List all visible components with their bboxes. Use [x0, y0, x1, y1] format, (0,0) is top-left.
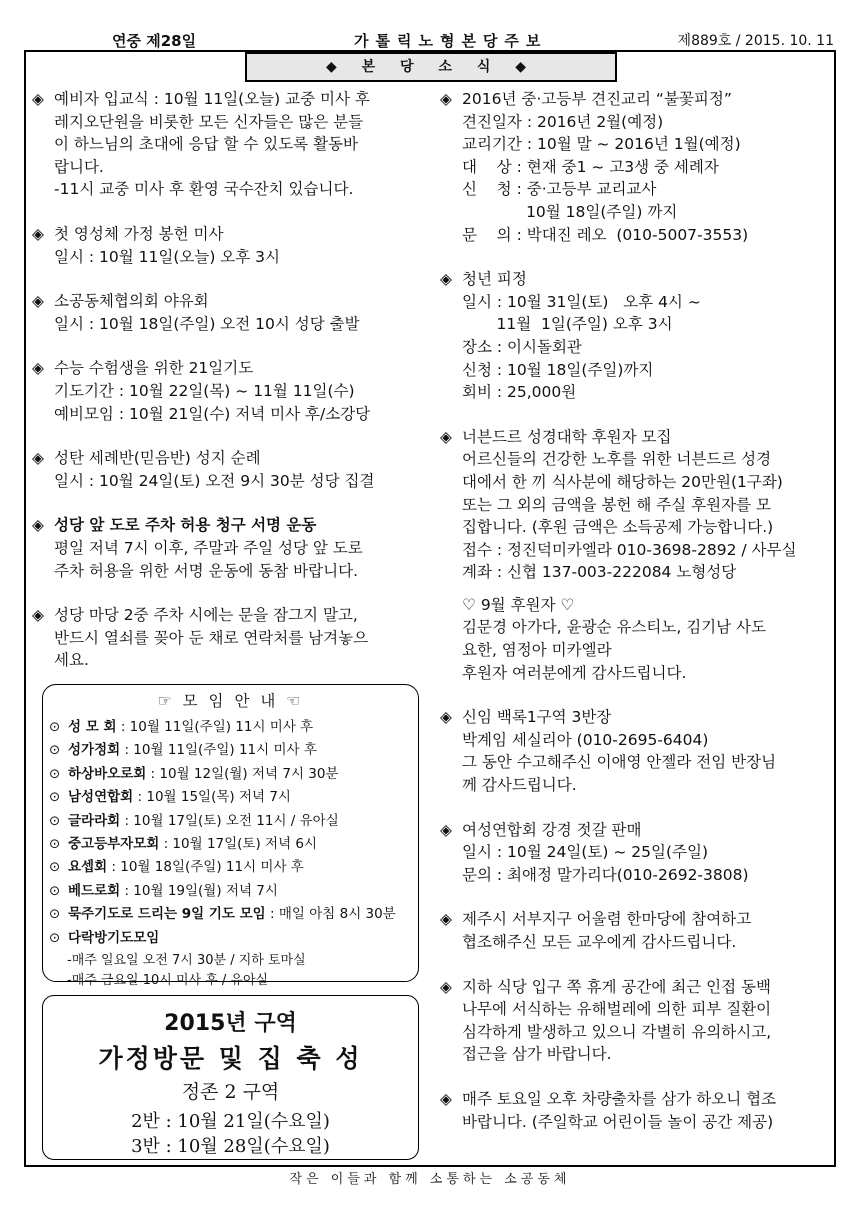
meeting-name: 다락방기도모임	[68, 929, 160, 946]
circle-dot-icon: ⊙	[49, 882, 61, 899]
visit-main-title: 가정방문 및 집 축 성	[98, 1044, 363, 1073]
right-column	[440, 88, 832, 1133]
notice-heading: 성탄 세례반(믿음반) 성지 순례	[54, 449, 261, 468]
meeting-detail: : 10월 11일(주일) 11시 미사 후	[120, 742, 317, 759]
meeting-row	[43, 715, 418, 738]
house-visit-box	[42, 995, 419, 1160]
notice-heading-line	[32, 357, 424, 380]
meeting-name: 성가정회	[68, 742, 121, 759]
meeting-detail: : 10월 18일(주일) 11시 미사 후	[107, 859, 304, 876]
meeting-row	[43, 785, 418, 808]
meeting-detail: : 10월 12일(월) 저녁 7시 30분	[146, 765, 339, 782]
notice-body: 반드시 열쇠를 꽂아 둔 채로 연락처를 남겨놓으 세요.	[54, 628, 369, 670]
left-notice-item	[32, 357, 424, 425]
notice-body: 견진일자 : 2016년 2월(예정) 교리기간 : 10월 말 ~ 2016년 1월(예정) 대 상 : 현재 중1 ~ 고3생 중 세례자 신 청 : 중·고등부 교리교사 10월 18일(주일) 까지 문 의 : 박대진 레오 (010-5007-3553)	[462, 112, 749, 244]
footer-motto: 작은 이들과 함께 소통하는 소공동체	[289, 1172, 571, 1187]
notice-heading-line	[440, 819, 832, 842]
meeting-sub-detail: -매주 일요일 오전 7시 30분 / 지하 토마실	[67, 952, 306, 968]
notice-body: 박계임 세실리아 (010-2695-6404) 그 동안 수고해주신 이애영 안젤라 전임 반장님 께 감사드립니다.	[462, 730, 777, 795]
right-notice-item	[440, 908, 832, 953]
left-notice-item	[32, 88, 424, 201]
notice-body: 일시 : 10월 24일(토) ~ 25일(주일) 문의 : 최애정 말가리다(010-2692-3808)	[462, 843, 749, 884]
diamond-bullet-icon: ◈	[32, 90, 44, 108]
left-notice-item	[32, 447, 424, 492]
notice-heading: 소공동체협의회 야유회	[54, 292, 209, 311]
diamond-bullet-icon: ◈	[440, 1089, 452, 1108]
notice-heading-line	[32, 223, 424, 246]
diamond-bullet-icon: ◈	[32, 606, 44, 625]
notice-heading-line	[32, 514, 424, 537]
diamond-bullet-icon: ◈	[440, 910, 452, 929]
circle-dot-icon: ⊙	[49, 859, 61, 876]
issue-number-date: 제889호 / 2015. 10. 11	[677, 33, 834, 49]
meeting-name: 성 모 회	[68, 719, 117, 735]
notice-heading: 성당 앞 도로 주차 허용 청구 서명 운동	[54, 516, 317, 535]
notice-body: 레지오단원을 비롯한 모든 신자들은 많은 분들 이 하느님의 초대에 응답 할 수 있도록 활동바 랍니다. -11시 교중 미사 후 환영 국수잔치 있습니다.	[54, 112, 364, 199]
right-notice-item	[440, 819, 832, 887]
notice-heading: 성당 마당 2중 주차 시에는 문을 잠그지 말고,	[54, 606, 358, 625]
notice-body: ♡ 9월 후원자 ♡ 김문경 아가다, 윤광순 유스티노, 김기남 사도 요한, 염정아 미카엘라 후원자 여러분에게 감사드립니다.	[462, 595, 767, 682]
notice-heading-line	[440, 706, 832, 729]
right-notice-item	[440, 1088, 832, 1133]
notice-heading-line	[32, 604, 424, 627]
notice-body: 바랍니다. (주일학교 어린이들 놀이 공간 제공)	[462, 1112, 774, 1131]
notice-heading: 청년 피정	[462, 270, 527, 289]
diamond-bullet-icon: ◈	[440, 90, 452, 108]
circle-dot-icon: ⊙	[49, 789, 61, 806]
notice-heading-line	[440, 976, 832, 999]
meeting-row	[43, 855, 418, 878]
meeting-detail: : 10월 11일(주일) 11시 미사 후	[116, 719, 314, 735]
visit-date-3: 3반 : 10월 28일(수요일)	[131, 1136, 330, 1157]
meeting-row	[43, 879, 418, 902]
notice-body: 일시 : 10월 11일(오늘) 오후 3시	[54, 247, 281, 266]
meeting-detail: : 매일 아침 8시 30분	[265, 906, 396, 923]
notice-body: 기도기간 : 10월 22일(목) ~ 11월 11일(수) 예비모임 : 10월 21일(수) 저녁 미사 후/소강당	[54, 381, 371, 423]
meeting-row	[43, 902, 418, 925]
right-notice-item	[440, 88, 832, 246]
right-notice-item	[440, 594, 832, 684]
meetings-title: ☞ 모 임 안 내 ☜	[157, 692, 304, 710]
notice-body: 일시 : 10월 31일(토) 오후 4시 ~ 11월 1일(주일) 오후 3시 장소 : 이시돌회관 신청 : 10월 18일(주일)까지 회비 : 25,000원	[462, 292, 701, 402]
notice-heading-line	[32, 447, 424, 470]
bulletin-title: 가톨릭노형본당주보	[354, 32, 548, 50]
notice-heading-line	[440, 88, 832, 111]
meeting-row	[43, 809, 418, 832]
notice-heading: 예비자 입교식 : 10월 11일(오늘) 교중 미사 후	[54, 90, 370, 108]
notice-body: 나무에 서식하는 유해벌레에 의한 피부 질환이 심각하게 발생하고 있으니 각별히 유의하시고, 접근을 삼가 바랍니다.	[462, 1000, 772, 1064]
meeting-row	[43, 832, 418, 855]
notice-heading-line	[440, 268, 832, 291]
notice-body: 협조해주신 모든 교우에게 감사드립니다.	[462, 933, 737, 951]
notice-body: 평일 저녁 7시 이후, 주말과 주일 성당 앞 도로 주차 허용을 위한 서명 운동에 동참 바랍니다.	[54, 538, 363, 580]
circle-dot-icon: ⊙	[49, 765, 61, 782]
visit-date-2: 2반 : 10월 21일(수요일)	[131, 1111, 330, 1132]
notice-heading: 너븐드르 성경대학 후원자 모집	[462, 427, 672, 446]
meetings-box	[42, 684, 419, 988]
notice-heading: 제주시 서부지구 어울렴 한마당에 참여하고	[462, 910, 752, 929]
left-notice-item	[32, 604, 424, 672]
meeting-detail: : 10월 17일(토) 오전 11시 / 유아실	[120, 812, 339, 829]
circle-dot-icon: ⊙	[49, 812, 61, 829]
meeting-row	[43, 762, 418, 785]
diamond-bullet-icon: ◈	[440, 427, 452, 446]
notice-heading-line	[32, 290, 424, 313]
diamond-bullet-icon: ◈	[32, 516, 44, 535]
notice-heading: 여성연합회 강경 젓갈 판매	[462, 820, 642, 839]
notice-heading: 수능 수험생을 위한 21일기도	[54, 359, 254, 378]
meeting-name: 하상바오로회	[68, 765, 147, 782]
visit-year-title: 2015년 구역	[164, 1011, 297, 1036]
diamond-bullet-icon: ◈	[440, 270, 452, 289]
notice-body: 일시 : 10월 18일(주일) 오전 10시 성당 출발	[54, 314, 360, 333]
header-bar	[24, 26, 836, 50]
notice-heading-line	[440, 908, 832, 931]
circle-dot-icon: ⊙	[49, 835, 61, 852]
diamond-bullet-icon: ◈	[32, 359, 44, 378]
left-column	[32, 88, 424, 672]
visit-district: 정존 2 구역	[181, 1081, 280, 1103]
diamond-bullet-icon: ◈	[440, 708, 452, 727]
diamond-bullet-icon: ◈	[32, 292, 44, 311]
meeting-name: 요셉회	[68, 859, 108, 876]
notice-body: 일시 : 10월 24일(토) 오전 9시 30분 성당 집결	[54, 471, 375, 490]
notice-body: 어르신들의 건강한 노후를 위한 너븐드르 성경 대에서 한 끼 식사분에 해당하는 20만원(1구좌) 또는 그 외의 금액을 봉헌 해 주실 후원자를 모 집합니다. (후원 금액은 소득공제 가능합니다.) 접수 : 정진덕미카엘라 010-3698-2892 / 사무실 계좌 : 신협 137-003-222084 노형성당	[462, 450, 797, 582]
right-notice-item	[440, 976, 832, 1066]
section-banner: ◆ 본 당 소 식 ◆	[245, 52, 617, 82]
diamond-bullet-icon: ◈	[440, 977, 452, 996]
meeting-detail: : 10월 15일(목) 저녁 7시	[133, 789, 291, 806]
meeting-detail: : 10월 19일(월) 저녁 7시	[120, 882, 278, 899]
meeting-sub-detail: -매주 금요일 10시 미사 후 / 유아실	[67, 972, 269, 988]
diamond-bullet-icon: ◈	[32, 224, 44, 243]
notice-heading: 신임 백록1구역 3반장	[462, 708, 612, 727]
circle-dot-icon: ⊙	[49, 742, 61, 759]
notice-heading-line	[440, 426, 832, 449]
circle-dot-icon: ⊙	[49, 906, 61, 923]
right-notice-item	[440, 268, 832, 404]
notice-heading: 첫 영성체 가정 봉헌 미사	[54, 224, 224, 243]
meeting-name: 중고등부자모회	[68, 835, 160, 852]
meeting-name: 베드로회	[68, 882, 121, 899]
notice-heading-line	[440, 1088, 832, 1111]
meeting-name: 묵주기도로 드리는 9일 기도 모임	[68, 906, 266, 923]
notice-heading-line	[32, 88, 424, 111]
left-notice-item	[32, 514, 424, 582]
notice-heading: 2016년 중·고등부 견진교리 “불꽃피정”	[462, 90, 732, 108]
meeting-detail: : 10월 17일(토) 저녁 6시	[159, 835, 318, 852]
meeting-name: 글라라회	[68, 812, 121, 829]
right-notice-item	[440, 426, 832, 584]
diamond-bullet-icon: ◈	[440, 820, 452, 839]
liturgical-day: 연중 제28일	[112, 32, 197, 50]
left-notice-item	[32, 223, 424, 268]
meeting-row	[43, 738, 418, 761]
diamond-bullet-icon: ◈	[32, 449, 44, 468]
circle-dot-icon: ⊙	[49, 719, 61, 735]
notice-heading: 매주 토요일 오후 차량출차를 삼가 하오니 협조	[462, 1089, 777, 1108]
notice-heading: 지하 식당 입구 쪽 휴게 공간에 최근 인접 동백	[462, 977, 771, 996]
right-notice-item	[440, 706, 832, 796]
left-notice-item	[32, 290, 424, 335]
meeting-name: 남성연합회	[68, 789, 134, 806]
meeting-row	[43, 926, 418, 949]
circle-dot-icon: ⊙	[49, 929, 61, 946]
